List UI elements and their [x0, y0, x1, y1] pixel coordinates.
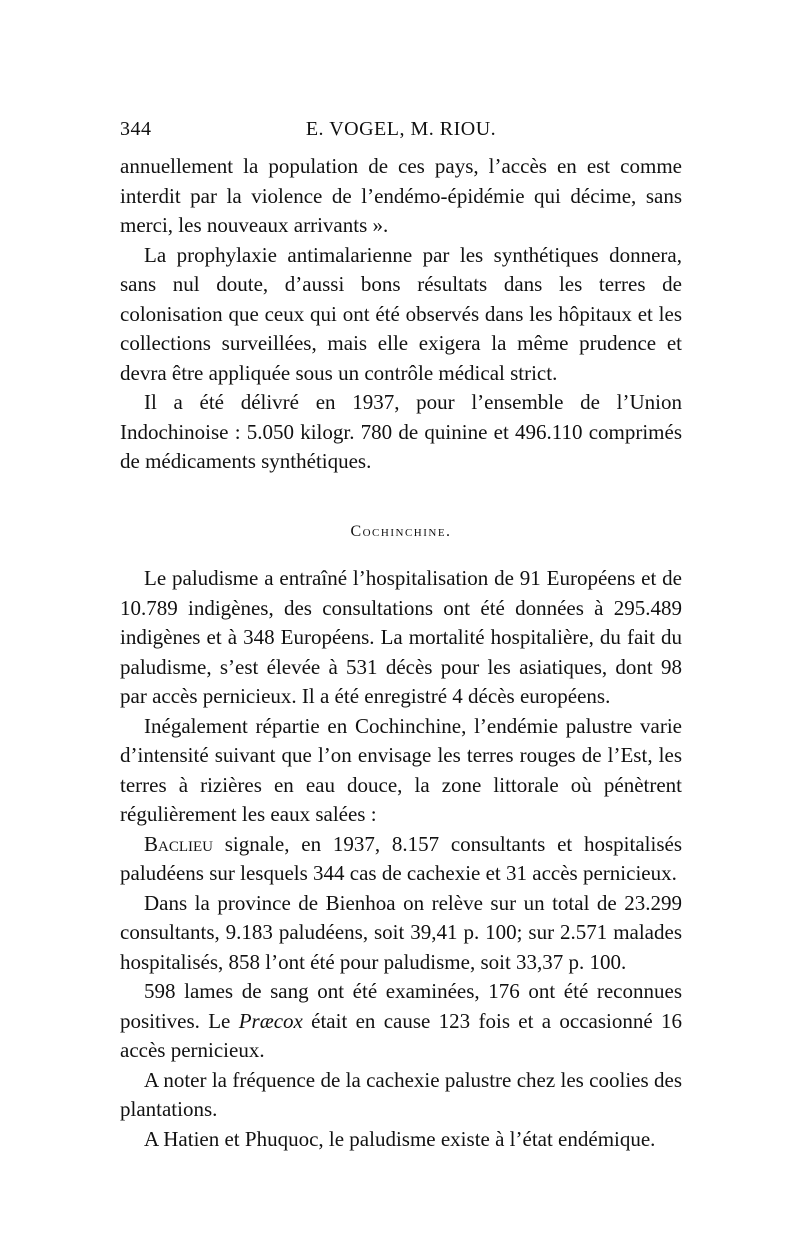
running-title: E. VOGEL, M. RIOU. — [305, 118, 497, 140]
paragraph: Le paludisme a entraîné l’hospitalisation de 91 Européens et de 10.789 indigènes, des consultations ont été données à 295.489 indigènes et à 348 Européens. La mortalité hospitalière, du fait du paludisme, s’est élevée à 531 décès pour les asiatiques, dont 98 par accès pernicieux. Il a été enregistré 4 décès européens. — [120, 566, 682, 708]
body-text — [120, 152, 682, 1154]
paragraph-text: signale, en 1937, 8.157 consultants et hospitalisés paludéens sur lesquels 344 cas de cachexie et 31 accès pernicieux. — [120, 831, 682, 885]
page-number: 344 — [120, 118, 152, 140]
paragraph: annuellement la population de ces pays, l’accès en est comme interdit par la violence de l’endémo-épidémie qui décime, sans merci, les nouveaux arrivants ». — [120, 154, 682, 237]
paragraph-lames — [120, 977, 682, 1066]
paragraph: Il a été délivré en 1937, pour l’ensemble de l’Union Indochinoise : 5.050 kilogr. 780 de quinine et 496.110 comprimés de médicaments synthétiques. — [120, 390, 682, 473]
author-name: Baclieu — [144, 831, 213, 856]
paragraph: A noter la fréquence de la cachexie palustre chez les coolies des plantations. — [120, 1067, 682, 1121]
paragraph: A Hatien et Phuquoc, le paludisme existe à l’état endémique. — [144, 1126, 656, 1151]
section-heading: Cochinchine. — [350, 522, 452, 540]
paragraph-baclieu — [120, 830, 682, 889]
paragraph: La prophylaxie antimalarienne par les synthétiques donnera, sans nul doute, d’aussi bons résultats dans les terres de colonisation que ceux qui ont été observés dans les hôpitaux et les collections surveillées, mais elle exigera la même prudence et devra être appliquée sous un contrôle médical strict. — [120, 242, 682, 385]
paragraph-text: 598 lames de sang ont été examinées, 176 ont été reconnues positives. Le — [120, 979, 682, 1033]
paragraph: Dans la province de Bienhoa on relève sur un total de 23.299 consultants, 9.183 paludéens, soit 39,41 p. 100; sur 2.571 malades hospitalisés, 858 l’ont été pour paludisme, soit 33,37 p. 100. — [120, 890, 682, 974]
paragraph: Inégalement répartie en Cochinchine, l’endémie palustre varie d’intensité suivant que l’on envisage les terres rouges de l’Est, les terres à rizières en eau douce, la zone littorale où pénètrent régulièrement les eaux salées : — [120, 713, 682, 826]
paragraph-text: était en cause 123 fois et a occasionné 16 accès pernicieux. — [120, 1008, 682, 1062]
italic-term: Præcox — [238, 1008, 303, 1033]
